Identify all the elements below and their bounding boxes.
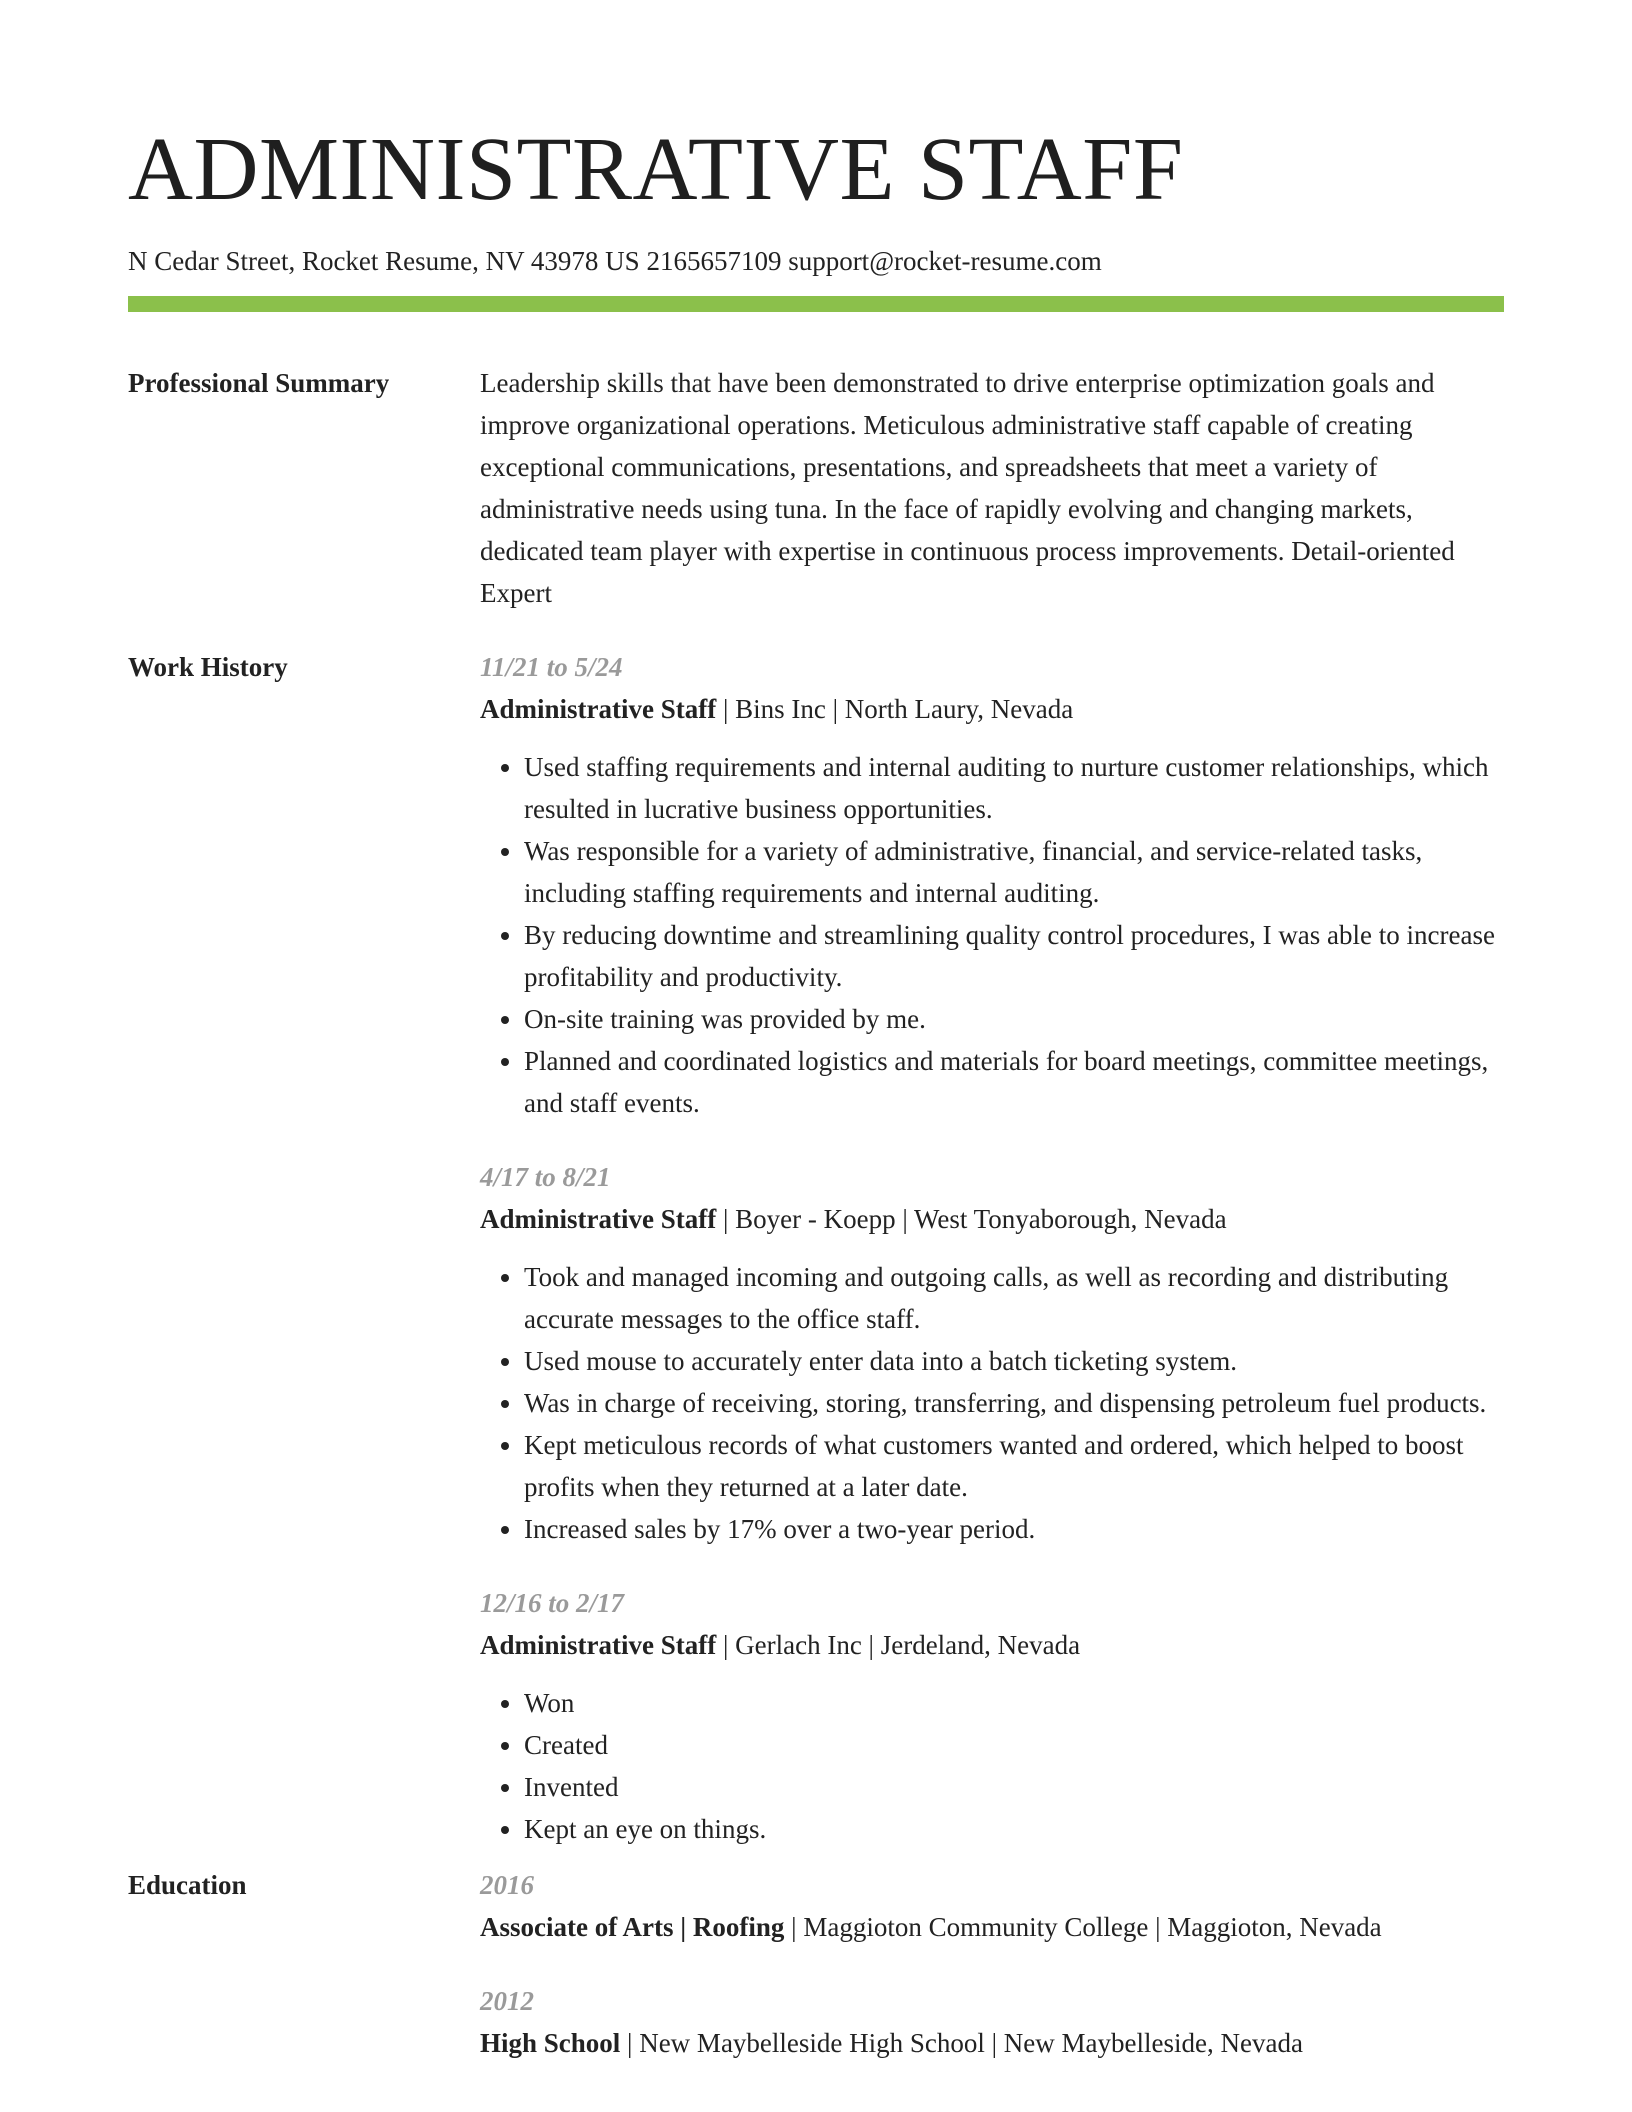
job-heading (480, 1198, 1504, 1240)
job-duty: • Invented (524, 1766, 1504, 1808)
job-entry (480, 1156, 1504, 1550)
job-entry (480, 646, 1504, 1124)
education-entry (480, 1864, 1504, 1948)
job-duty: • Used mouse to accurately enter data into a batch ticketing system. (524, 1340, 1504, 1382)
work-history-section (128, 646, 1504, 1850)
education-year: 2012 (480, 1986, 534, 2016)
job-duty: • Took and managed incoming and outgoing calls, as well as recording and distributing accurate messages to the office staff. (524, 1256, 1504, 1340)
job-employer-location: | Boyer - Koepp | West Tonyaborough, Nevada (716, 1204, 1227, 1234)
job-employer-location: | Bins Inc | North Laury, Nevada (716, 694, 1074, 724)
education-degree: High School (480, 2028, 621, 2058)
job-duty: • Kept an eye on things. (524, 1808, 1504, 1850)
job-duties (480, 1682, 1504, 1850)
job-title: Administrative Staff (480, 694, 717, 724)
contact-line (128, 244, 1504, 278)
job-entry (480, 1582, 1504, 1850)
job-duties (480, 1256, 1504, 1550)
education-degree: Associate of Arts | Roofing (480, 1912, 785, 1942)
job-duty: • Created (524, 1724, 1504, 1766)
job-dates: 12/16 to 2/17 (480, 1588, 625, 1618)
contact-email: support@rocket-resume.com (788, 246, 1102, 276)
job-dates: 11/21 to 5/24 (480, 652, 623, 682)
education-list (480, 1864, 1504, 2064)
summary-text: Leadership skills that have been demonstrated to drive enterprise optimization goals and improve organizational operations. Meticulous administrative staff capable of creating exceptional communications, presentations, and spreadsheets that meet a variety of administrative needs using tuna. In the face of rapidly evolving and changing markets, dedicated team player with expertise in continuous process improvements. Detail-oriented Expert (480, 368, 1455, 608)
work-history-list (480, 646, 1504, 1850)
education-heading (480, 2022, 1504, 2064)
job-duty: • On-site training was provided by me. (524, 998, 1504, 1040)
job-duties (480, 746, 1504, 1124)
job-title: Administrative Staff (480, 1204, 717, 1234)
resume-name: ADMINISTRATIVE STAFF (128, 120, 1184, 219)
job-duty: • Was responsible for a variety of administrative, financial, and service-related tasks, including staffing requirements and internal auditing. (524, 830, 1504, 914)
job-heading (480, 1624, 1504, 1666)
education-label: Education (128, 1870, 247, 1900)
header-divider (128, 296, 1504, 312)
education-school-location: | New Maybelleside High School | New Maybelleside, Nevada (620, 2028, 1303, 2058)
job-dates: 4/17 to 8/21 (480, 1162, 611, 1192)
job-duty: • By reducing downtime and streamlining quality control procedures, I was able to increase profitability and productivity. (524, 914, 1504, 998)
contact-phone: 2165657109 (646, 246, 782, 276)
education-heading (480, 1906, 1504, 1948)
education-entry (480, 1980, 1504, 2064)
summary-label: Professional Summary (128, 368, 390, 398)
education-year: 2016 (480, 1870, 534, 1900)
job-duty: • Won (524, 1682, 1504, 1724)
job-title: Administrative Staff (480, 1630, 717, 1660)
job-heading (480, 688, 1504, 730)
job-duty: • Kept meticulous records of what customers wanted and ordered, which helped to boost profits when they returned at a later date. (524, 1424, 1504, 1508)
education-section (128, 1864, 1504, 2064)
job-duty: • Increased sales by 17% over a two-year period. (524, 1508, 1504, 1550)
education-school-location: | Maggioton Community College | Maggioton, Nevada (784, 1912, 1382, 1942)
job-duty: • Used staffing requirements and internal auditing to nurture customer relationships, which resulted in lucrative business opportunities. (524, 746, 1504, 830)
contact-address: N Cedar Street, Rocket Resume, NV 43978 US (128, 246, 640, 276)
job-employer-location: | Gerlach Inc | Jerdeland, Nevada (716, 1630, 1081, 1660)
job-duty: • Planned and coordinated logistics and materials for board meetings, committee meetings, and staff events. (524, 1040, 1504, 1124)
summary-section (128, 362, 1504, 614)
work-history-label: Work History (128, 652, 288, 682)
job-duty: • Was in charge of receiving, storing, transferring, and dispensing petroleum fuel products. (524, 1382, 1504, 1424)
